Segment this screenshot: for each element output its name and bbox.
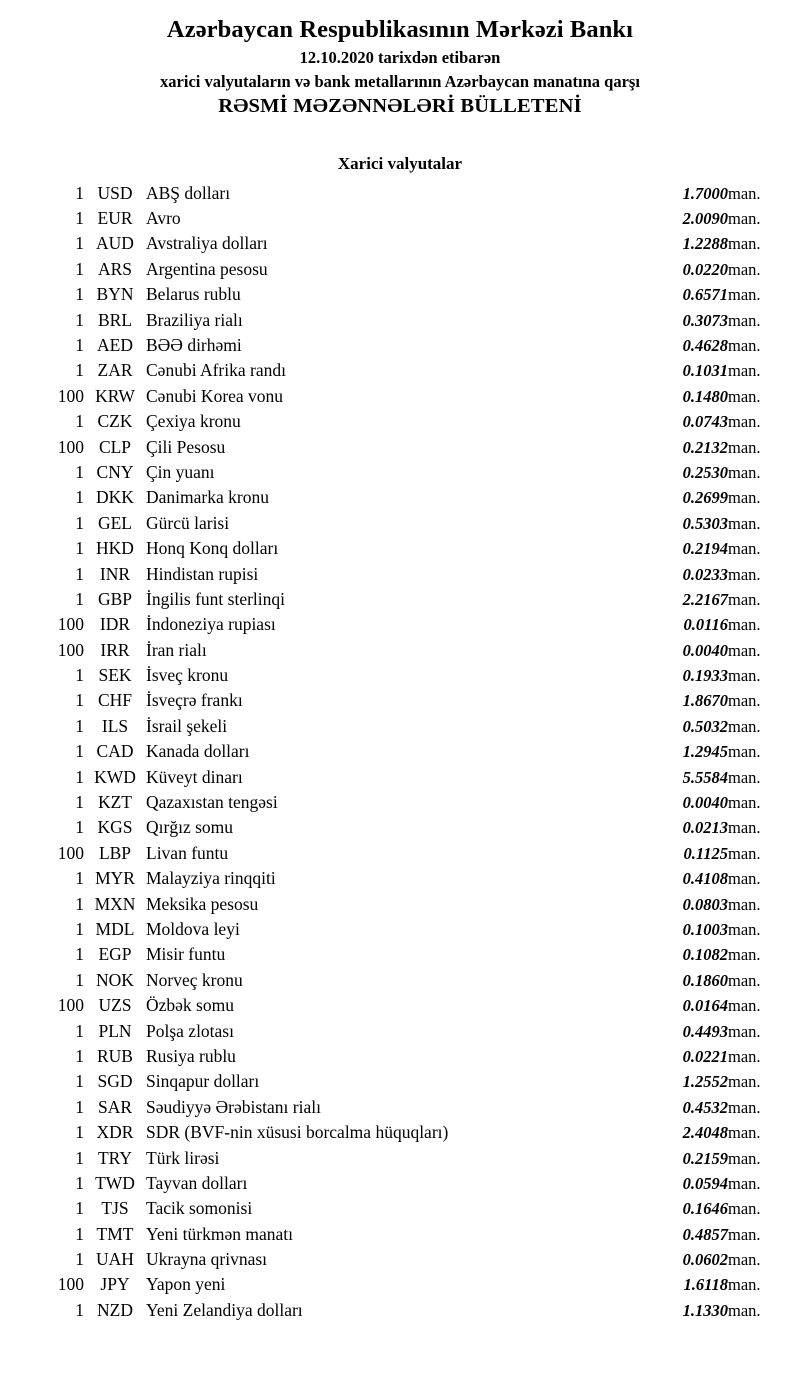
currency-name: Yapon yeni [146,1274,226,1295]
currency-code: LBP [98,842,132,863]
currency-code: IRR [100,639,130,660]
currency-unit: man. [728,488,761,508]
currency-name: İsveç kronu [146,665,229,686]
table-row [26,840,774,865]
effective-date-line: 12.10.2020 tarixdən etibarən [299,48,501,68]
currency-quantity: 1 [75,868,84,889]
currency-rate: 0.0116 [683,615,728,635]
currency-quantity: 100 [57,436,84,457]
currency-unit: man. [728,843,761,863]
currency-quantity: 1 [75,512,84,533]
table-row [26,1297,774,1322]
currency-quantity: 1 [75,1147,84,1168]
document-subtitle: xarici valyutaların və bank metallarının Azərbaycan manatına qarşı [160,72,640,92]
bulletin-title: RƏSMİ MƏZƏNNƏLƏRİ BÜLLETENİ [218,95,582,118]
currency-code: CZK [97,411,133,432]
currency-quantity: 1 [75,741,84,762]
currency-quantity: 1 [75,715,84,736]
currency-name: Tacik somonisi [146,1198,253,1219]
currency-rate: 0.0164 [682,996,728,1016]
table-row [26,1170,774,1195]
currency-rate: 0.2132 [682,437,728,457]
currency-rate: 0.4857 [682,1224,728,1244]
currency-code: BRL [97,309,133,330]
currency-code: IDR [99,614,131,635]
currency-unit: man. [728,1300,761,1320]
currency-quantity: 1 [75,360,84,381]
currency-quantity: 1 [75,284,84,305]
currency-name: Moldova leyi [146,919,240,939]
table-row [26,790,774,815]
currency-rate: 1.8670 [682,691,728,711]
bank-title: Azərbaycan Respublikasının Mərkəzi Bankı [166,16,634,43]
table-row [26,561,774,586]
currency-name: Polşa zlotası [146,1020,234,1041]
table-row [26,1272,774,1297]
currency-name: Yeni türkmən manatı [146,1223,293,1244]
table-row [26,1120,774,1145]
currency-rate: 0.1031 [682,361,728,381]
currency-quantity: 1 [75,919,84,939]
currency-unit: man. [728,615,761,635]
currency-unit: man. [728,285,761,305]
table-row [26,1094,774,1119]
currency-unit: man. [728,1072,761,1092]
currency-name: Danimarka kronu [146,487,269,508]
currency-quantity: 1 [75,766,84,787]
currency-quantity: 1 [75,588,84,609]
currency-code: CNY [96,461,134,482]
currency-code: CHF [97,690,133,711]
table-row [26,1043,774,1068]
currency-name: Norveç kronu [146,969,243,990]
currency-quantity: 1 [75,208,84,229]
table-row [26,967,774,992]
currency-code: SAR [97,1096,133,1117]
currency-unit: man. [728,1199,761,1219]
currency-quantity: 1 [75,538,84,559]
currency-unit: man. [728,209,761,229]
currency-rate: 0.2159 [682,1148,728,1168]
currency-name: Belarus rublu [146,284,241,305]
currency-rate: 0.1860 [682,970,728,990]
currency-rate: 1.2552 [682,1072,728,1092]
table-row [26,485,774,510]
currency-name: Meksika pesosu [146,893,259,914]
currency-quantity: 1 [75,1223,84,1244]
table-row [26,459,774,484]
currency-code: MDL [95,919,135,939]
currency-unit: man. [728,996,761,1016]
table-row [26,307,774,332]
currency-name: Cənubi Afrika randı [146,360,286,381]
currency-quantity: 1 [75,1045,84,1066]
currency-rate: 0.0040 [682,640,728,660]
currency-name: İran rialı [146,639,207,660]
currency-code: ARS [97,258,133,279]
currency-rate: 0.0594 [682,1173,728,1193]
currency-unit: man. [728,1173,761,1193]
table-row [26,713,774,738]
currency-rate: 1.1330 [682,1300,728,1320]
currency-quantity: 1 [75,1299,84,1320]
currency-unit: man. [728,412,761,432]
currency-code: EUR [97,208,133,229]
currency-name: Küveyt dinarı [146,766,243,787]
document-header [26,16,774,118]
table-row [26,1069,774,1094]
currency-rate: 0.1125 [683,843,728,863]
currency-quantity: 1 [75,335,84,356]
currency-quantity: 100 [57,1274,84,1295]
currency-rate: 1.2288 [682,234,728,254]
currency-quantity: 100 [57,842,84,863]
currency-unit: man. [728,767,761,787]
table-row [26,180,774,205]
table-row [26,1018,774,1043]
currency-name: Cənubi Korea vonu [146,385,284,406]
currency-quantity: 1 [75,563,84,584]
currency-unit: man. [728,589,761,609]
currency-unit: man. [728,666,761,686]
currency-code: SEK [98,665,132,686]
currency-name: Hindistan rupisi [146,563,259,584]
currency-code: ZAR [97,360,133,381]
currency-unit: man. [728,691,761,711]
currency-code: UAH [96,1249,134,1270]
table-row [26,1196,774,1221]
currency-quantity: 100 [57,385,84,406]
table-row [26,409,774,434]
currency-quantity: 1 [75,182,84,203]
currency-unit: man. [728,259,761,279]
currency-name: Çexiya kronu [146,411,241,432]
table-row [26,383,774,408]
currency-name: Argentina pesosu [146,258,268,279]
table-row [26,637,774,662]
currency-name: Kanada dolları [146,741,250,762]
currency-code: KRW [95,385,135,406]
currency-name: SDR (BVF-nin xüsusi borcalma hüquqları) [146,1122,449,1143]
currency-unit: man. [728,640,761,660]
currency-code: INR [99,563,131,584]
currency-quantity: 1 [75,1122,84,1143]
currency-quantity: 100 [57,614,84,635]
currency-code: TJS [101,1198,129,1219]
currency-code: SGD [97,1071,133,1092]
currency-rate: 0.2699 [682,488,728,508]
table-row [26,815,774,840]
currency-quantity: 100 [57,995,84,1016]
table-row [26,688,774,713]
currency-unit: man. [728,716,761,736]
currency-code: USD [97,182,133,203]
currency-rate: 0.1933 [682,666,728,686]
currency-rate: 0.4628 [682,336,728,356]
currency-name: Özbək somu [146,995,234,1016]
currency-quantity: 1 [75,792,84,813]
currency-code: ILS [101,715,129,736]
currency-unit: man. [728,1275,761,1295]
currency-unit: man. [728,386,761,406]
currency-rate: 0.1082 [682,945,728,965]
table-row [26,333,774,358]
currency-rate: 0.4493 [682,1021,728,1041]
currency-code: CLP [98,436,132,457]
table-row [26,739,774,764]
currency-rate: 0.5303 [682,513,728,533]
currency-name: Qazaxıstan tengəsi [146,792,278,813]
currency-code: RUB [97,1045,133,1066]
currency-name: Yeni Zelandiya dolları [146,1299,303,1320]
currency-quantity: 1 [75,461,84,482]
currency-code: EGP [98,944,132,965]
currency-code: BYN [96,284,134,305]
currency-unit: man. [728,869,761,889]
currency-name: Avstraliya dolları [146,233,268,254]
currency-name: Sinqapur dolları [146,1071,260,1092]
currency-quantity: 1 [75,1172,84,1193]
currency-unit: man. [728,539,761,559]
currency-rate: 0.0220 [682,259,728,279]
currency-rate: 0.1480 [682,386,728,406]
currency-name: Malayziya rinqqiti [146,868,276,889]
currency-unit: man. [728,818,761,838]
currency-name: Səudiyyə Ərəbistanı rialı [146,1096,321,1117]
currency-code: PLN [98,1020,132,1041]
currency-unit: man. [728,1097,761,1117]
currency-unit: man. [728,793,761,813]
currency-name: BƏƏ dirhəmi [146,335,242,356]
currency-rate: 0.0803 [682,894,728,914]
currency-quantity: 1 [75,487,84,508]
currency-name: Braziliya rialı [146,309,243,330]
currency-name: Honq Konq dolları [146,538,279,559]
currency-unit: man. [728,1148,761,1168]
currency-rate: 0.2194 [682,539,728,559]
table-row [26,942,774,967]
currency-unit: man. [728,310,761,330]
currency-unit: man. [728,437,761,457]
table-row [26,586,774,611]
currency-rate: 0.2530 [682,462,728,482]
currency-code: XDR [96,1122,134,1143]
currency-name: Tayvan dolları [146,1172,248,1193]
currency-code: AED [97,335,133,356]
currency-name: Çili Pesosu [146,436,226,457]
currency-name: Qırğız somu [146,817,234,838]
table-row [26,536,774,561]
currency-name: Türk lirəsi [146,1147,220,1168]
table-row [26,764,774,789]
currency-name: Ukrayna qrivnası [146,1249,268,1270]
currency-rate: 5.5584 [682,767,728,787]
currency-code: NZD [97,1299,133,1320]
currency-rate: 0.4532 [682,1097,728,1117]
table-row [26,256,774,281]
currency-quantity: 1 [75,411,84,432]
currency-quantity: 1 [75,969,84,990]
currency-unit: man. [728,1021,761,1041]
section-title-foreign-currencies: Xarici valyutalar [337,154,463,174]
currency-unit: man. [728,462,761,482]
currency-unit: man. [728,1123,761,1143]
table-row [26,358,774,383]
currency-rate: 0.0743 [682,412,728,432]
currency-name: İndoneziya rupiası [146,614,276,635]
currency-code: KGS [97,817,133,838]
currency-code: MYR [95,868,135,889]
currency-code: GBP [97,588,133,609]
currency-unit: man. [728,742,761,762]
currency-name: İsveçrə frankı [146,690,243,711]
currency-quantity: 100 [57,639,84,660]
table-row [26,1145,774,1170]
currency-rate: 1.7000 [682,183,728,203]
currency-rate: 0.4108 [682,869,728,889]
currency-quantity: 1 [75,893,84,914]
table-row [26,993,774,1018]
currency-rate: 0.0213 [682,818,728,838]
currency-code: HKD [96,538,134,559]
table-row [26,866,774,891]
table-row [26,231,774,256]
currency-unit: man. [728,945,761,965]
currency-code: CAD [96,741,134,762]
currency-unit: man. [728,1250,761,1270]
table-row [26,663,774,688]
currency-rate: 0.1003 [682,920,728,939]
currency-rate: 0.6571 [682,285,728,305]
currency-name: Gürcü larisi [146,512,230,533]
currency-code: AUD [96,233,134,254]
currency-unit: man. [728,970,761,990]
currency-quantity: 1 [75,1071,84,1092]
currency-quantity: 1 [75,309,84,330]
currency-unit: man. [728,1046,761,1066]
currency-quantity: 1 [75,233,84,254]
currency-name: Livan funtu [146,842,229,863]
currency-rate: 0.0233 [682,564,728,584]
currency-unit: man. [728,183,761,203]
currency-name: İsrail şekeli [146,715,228,736]
currency-rate: 1.2945 [682,742,728,762]
currency-code: JPY [100,1274,130,1295]
currency-rate: 2.0090 [682,209,728,229]
table-row [26,206,774,231]
currency-quantity: 1 [75,944,84,965]
currency-code: TRY [97,1147,133,1168]
table-row [26,917,774,942]
currency-rate: 2.4048 [682,1123,728,1143]
currency-name: ABŞ dolları [146,182,231,203]
currency-code: NOK [96,969,134,990]
table-row [26,891,774,916]
currency-rates-body [26,180,774,1323]
currency-code: KZT [97,792,133,813]
currency-code: TWD [95,1172,135,1193]
currency-unit: man. [728,336,761,356]
currency-rate: 0.0602 [682,1250,728,1270]
table-row [26,612,774,637]
currency-rate: 0.5032 [682,716,728,736]
currency-quantity: 1 [75,1096,84,1117]
currency-quantity: 1 [75,1249,84,1270]
table-row [26,434,774,459]
currency-code: DKK [96,487,134,508]
currency-unit: man. [728,361,761,381]
currency-unit: man. [728,1224,761,1244]
currency-quantity: 1 [75,1198,84,1219]
currency-quantity: 1 [75,665,84,686]
currency-quantity: 1 [75,690,84,711]
currency-name: Rusiya rublu [146,1045,236,1066]
currency-rate: 0.1646 [682,1199,728,1219]
currency-code: MXN [94,893,136,914]
currency-quantity: 1 [75,258,84,279]
currency-unit: man. [728,513,761,533]
table-row [26,1247,774,1272]
currency-rate: 0.3073 [682,310,728,330]
currency-unit: man. [728,234,761,254]
table-row [26,510,774,535]
currency-name: İngilis funt sterlinqi [146,588,286,609]
currency-rate: 0.0221 [682,1046,728,1066]
currency-name: Misir funtu [146,944,226,965]
table-row [26,1221,774,1246]
currency-code: TMT [96,1223,134,1244]
currency-rate: 1.6118 [683,1275,728,1295]
currency-rate: 0.0040 [682,793,728,813]
currency-code: GEL [97,512,133,533]
currency-code: UZS [98,995,132,1016]
currency-unit: man. [728,564,761,584]
currency-name: Avro [146,208,181,229]
currency-unit: man. [728,920,761,939]
currency-rates-table [26,180,774,1323]
table-row [26,282,774,307]
currency-quantity: 1 [75,817,84,838]
currency-quantity: 1 [75,1020,84,1041]
currency-code: KWD [94,766,136,787]
currency-name: Çin yuanı [146,461,215,482]
currency-rate: 2.2167 [682,589,728,609]
currency-unit: man. [728,894,761,914]
